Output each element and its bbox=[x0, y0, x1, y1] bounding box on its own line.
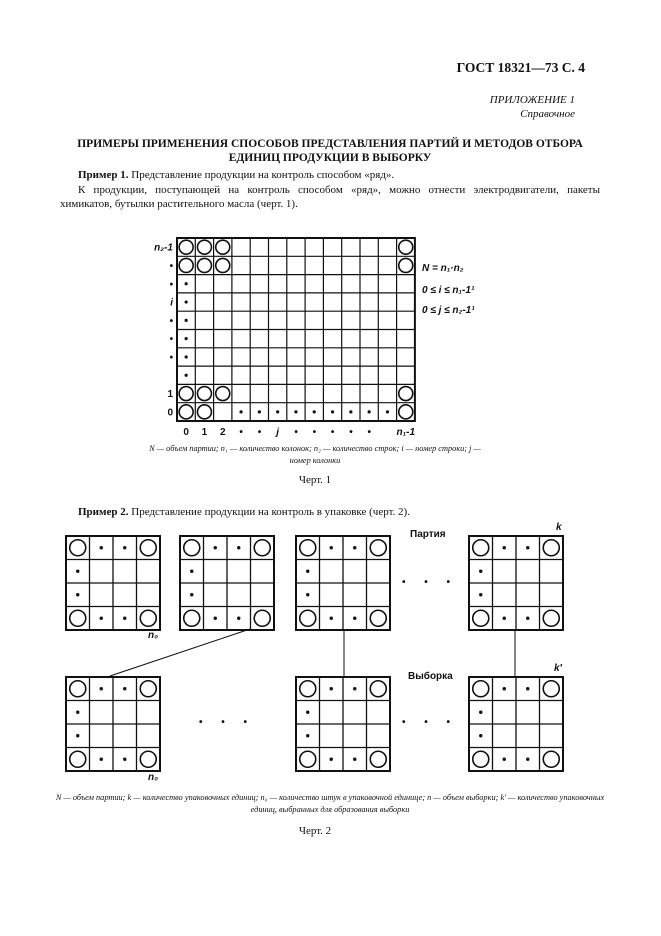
chart1-caption: Черт. 1 bbox=[298, 474, 332, 486]
col-label: • bbox=[239, 427, 243, 438]
col-label: 2 bbox=[219, 427, 226, 438]
ellipsis: • • • bbox=[198, 717, 256, 728]
unit-circle bbox=[543, 540, 559, 556]
unit-dot bbox=[123, 546, 126, 549]
example1-text: Представление продукции на контроль способом «ряд». bbox=[128, 169, 395, 181]
row-label: • bbox=[169, 334, 173, 346]
k-label: k bbox=[556, 522, 562, 533]
unit-circle bbox=[140, 610, 156, 626]
chart2-caption: Черт. 2 bbox=[298, 825, 332, 837]
k-prime-label: k′ bbox=[554, 663, 562, 674]
page-header: ГОСТ 18321—73 С. 4 bbox=[456, 60, 585, 75]
unit-circle bbox=[473, 540, 489, 556]
unit-circle bbox=[70, 751, 86, 767]
unit-circle bbox=[473, 751, 489, 767]
unit-circle bbox=[300, 681, 316, 697]
unit-dot bbox=[330, 617, 333, 620]
unit-dot bbox=[190, 593, 193, 596]
connector-line bbox=[110, 629, 250, 676]
unit-dot bbox=[100, 617, 103, 620]
unit-dot bbox=[526, 687, 529, 690]
unit-circle bbox=[140, 540, 156, 556]
unit-dot bbox=[237, 617, 240, 620]
unit-dot bbox=[353, 546, 356, 549]
unit-circle bbox=[370, 751, 386, 767]
unit-dot bbox=[214, 617, 217, 620]
unit-dot bbox=[123, 687, 126, 690]
unit-circle bbox=[140, 751, 156, 767]
unit-circle bbox=[543, 681, 559, 697]
unit-circle bbox=[184, 610, 200, 626]
col-label: 0 bbox=[183, 427, 189, 438]
col-label: n₁-1 bbox=[396, 427, 416, 438]
example1-label: Пример 1. bbox=[78, 169, 129, 181]
unit-dot bbox=[306, 593, 309, 596]
unit-dot bbox=[330, 687, 333, 690]
chart2-legend: N — объем партии; k — количество упаковочных единиц; n₀ — количество штук в упаковочной единице; n — объем выборки; k′ — количество упаковочных единиц, выбранных для образования выборки bbox=[55, 793, 605, 814]
col-label: j bbox=[276, 427, 280, 438]
sample-label: Выборка bbox=[408, 671, 453, 682]
row-label: n₂-1 bbox=[154, 242, 173, 254]
formula: N = n₁·n₂ bbox=[422, 263, 464, 274]
ellipsis: • • • bbox=[401, 717, 459, 728]
unit-dot bbox=[190, 570, 193, 573]
main-title: ПРИМЕРЫ ПРИМЕНЕНИЯ СПОСОБОВ ПРЕДСТАВЛЕНИЯ ПАРТИЙ И МЕТОДОВ ОТБОРА ЕДИНИЦ ПРОДУКЦИИ В ВЫБОРКУ bbox=[77, 138, 583, 164]
unit-dot bbox=[526, 546, 529, 549]
example2-text: Представление продукции на контроль в упаковке (черт. 2). bbox=[128, 506, 410, 518]
col-label: • bbox=[367, 427, 371, 438]
unit-dot bbox=[479, 593, 482, 596]
row-label: • bbox=[169, 260, 173, 272]
unit-circle bbox=[473, 681, 489, 697]
unit-dot bbox=[526, 617, 529, 620]
unit-circle bbox=[300, 540, 316, 556]
unit-dot bbox=[306, 570, 309, 573]
row-label: • bbox=[169, 279, 173, 291]
unit-circle bbox=[300, 751, 316, 767]
row-label: • bbox=[169, 315, 173, 327]
col-label: 1 bbox=[201, 427, 208, 438]
unit-circle bbox=[254, 610, 270, 626]
unit-circle bbox=[370, 681, 386, 697]
unit-circle bbox=[140, 681, 156, 697]
appendix-subtitle: Справочное bbox=[520, 108, 575, 120]
unit-dot bbox=[503, 758, 506, 761]
unit-circle bbox=[473, 610, 489, 626]
example2-label: Пример 2. bbox=[78, 506, 129, 518]
col-label: • bbox=[349, 427, 353, 438]
row-label: 1 bbox=[167, 389, 173, 401]
unit-circle bbox=[70, 610, 86, 626]
unit-circle bbox=[370, 610, 386, 626]
formula: 0 ≤ j ≤ n₂-1¹ bbox=[422, 305, 475, 316]
unit-dot bbox=[353, 687, 356, 690]
unit-circle bbox=[370, 540, 386, 556]
unit-dot bbox=[330, 546, 333, 549]
unit-dot bbox=[353, 617, 356, 620]
unit-dot bbox=[306, 734, 309, 737]
unit-dot bbox=[503, 546, 506, 549]
row-label: 0 bbox=[167, 407, 173, 419]
unit-circle bbox=[300, 610, 316, 626]
unit-dot bbox=[503, 687, 506, 690]
unit-dot bbox=[330, 758, 333, 761]
unit-dot bbox=[100, 687, 103, 690]
unit-dot bbox=[100, 546, 103, 549]
lot-label: Партия bbox=[410, 529, 446, 540]
unit-circle bbox=[543, 610, 559, 626]
example1-paragraph: К продукции, поступающей на контроль способом «ряд», можно отнести электродвигатели, пакеты химикатов, бутылки растительного масла (черт. 1). bbox=[60, 184, 600, 210]
unit-dot bbox=[526, 758, 529, 761]
unit-dot bbox=[479, 734, 482, 737]
unit-circle bbox=[254, 540, 270, 556]
col-label: • bbox=[312, 427, 317, 438]
unit-dot bbox=[100, 758, 103, 761]
unit-dot bbox=[76, 570, 79, 573]
formula: 0 ≤ i ≤ n₁-1¹ bbox=[422, 285, 475, 296]
unit-dot bbox=[503, 617, 506, 620]
unit-circle bbox=[70, 681, 86, 697]
n0-label: n₀ bbox=[148, 630, 159, 641]
ellipsis: • • • bbox=[401, 577, 459, 588]
unit-dot bbox=[123, 617, 126, 620]
chart1-legend: N — объем партии; n₁ — количество колонок; n₂ — количество строк; i — номер строки; j — номер колонки bbox=[149, 444, 481, 465]
unit-circle bbox=[70, 540, 86, 556]
unit-dot bbox=[214, 546, 217, 549]
unit-dot bbox=[237, 546, 240, 549]
example2-heading bbox=[60, 506, 600, 520]
row-label: i bbox=[170, 297, 173, 309]
appendix-title: ПРИЛОЖЕНИЕ 1 bbox=[489, 94, 575, 106]
unit-dot bbox=[353, 758, 356, 761]
unit-dot bbox=[479, 711, 482, 714]
row-label: • bbox=[169, 352, 173, 364]
unit-dot bbox=[306, 711, 309, 714]
unit-dot bbox=[479, 570, 482, 573]
unit-dot bbox=[76, 734, 79, 737]
n0-label: n₀ bbox=[148, 772, 159, 783]
unit-circle bbox=[543, 751, 559, 767]
unit-dot bbox=[123, 758, 126, 761]
col-label: • bbox=[330, 427, 335, 438]
unit-dot bbox=[76, 711, 79, 714]
unit-circle bbox=[184, 540, 200, 556]
col-label: • bbox=[294, 427, 298, 438]
col-label: • bbox=[257, 427, 262, 438]
unit-dot bbox=[76, 593, 79, 596]
